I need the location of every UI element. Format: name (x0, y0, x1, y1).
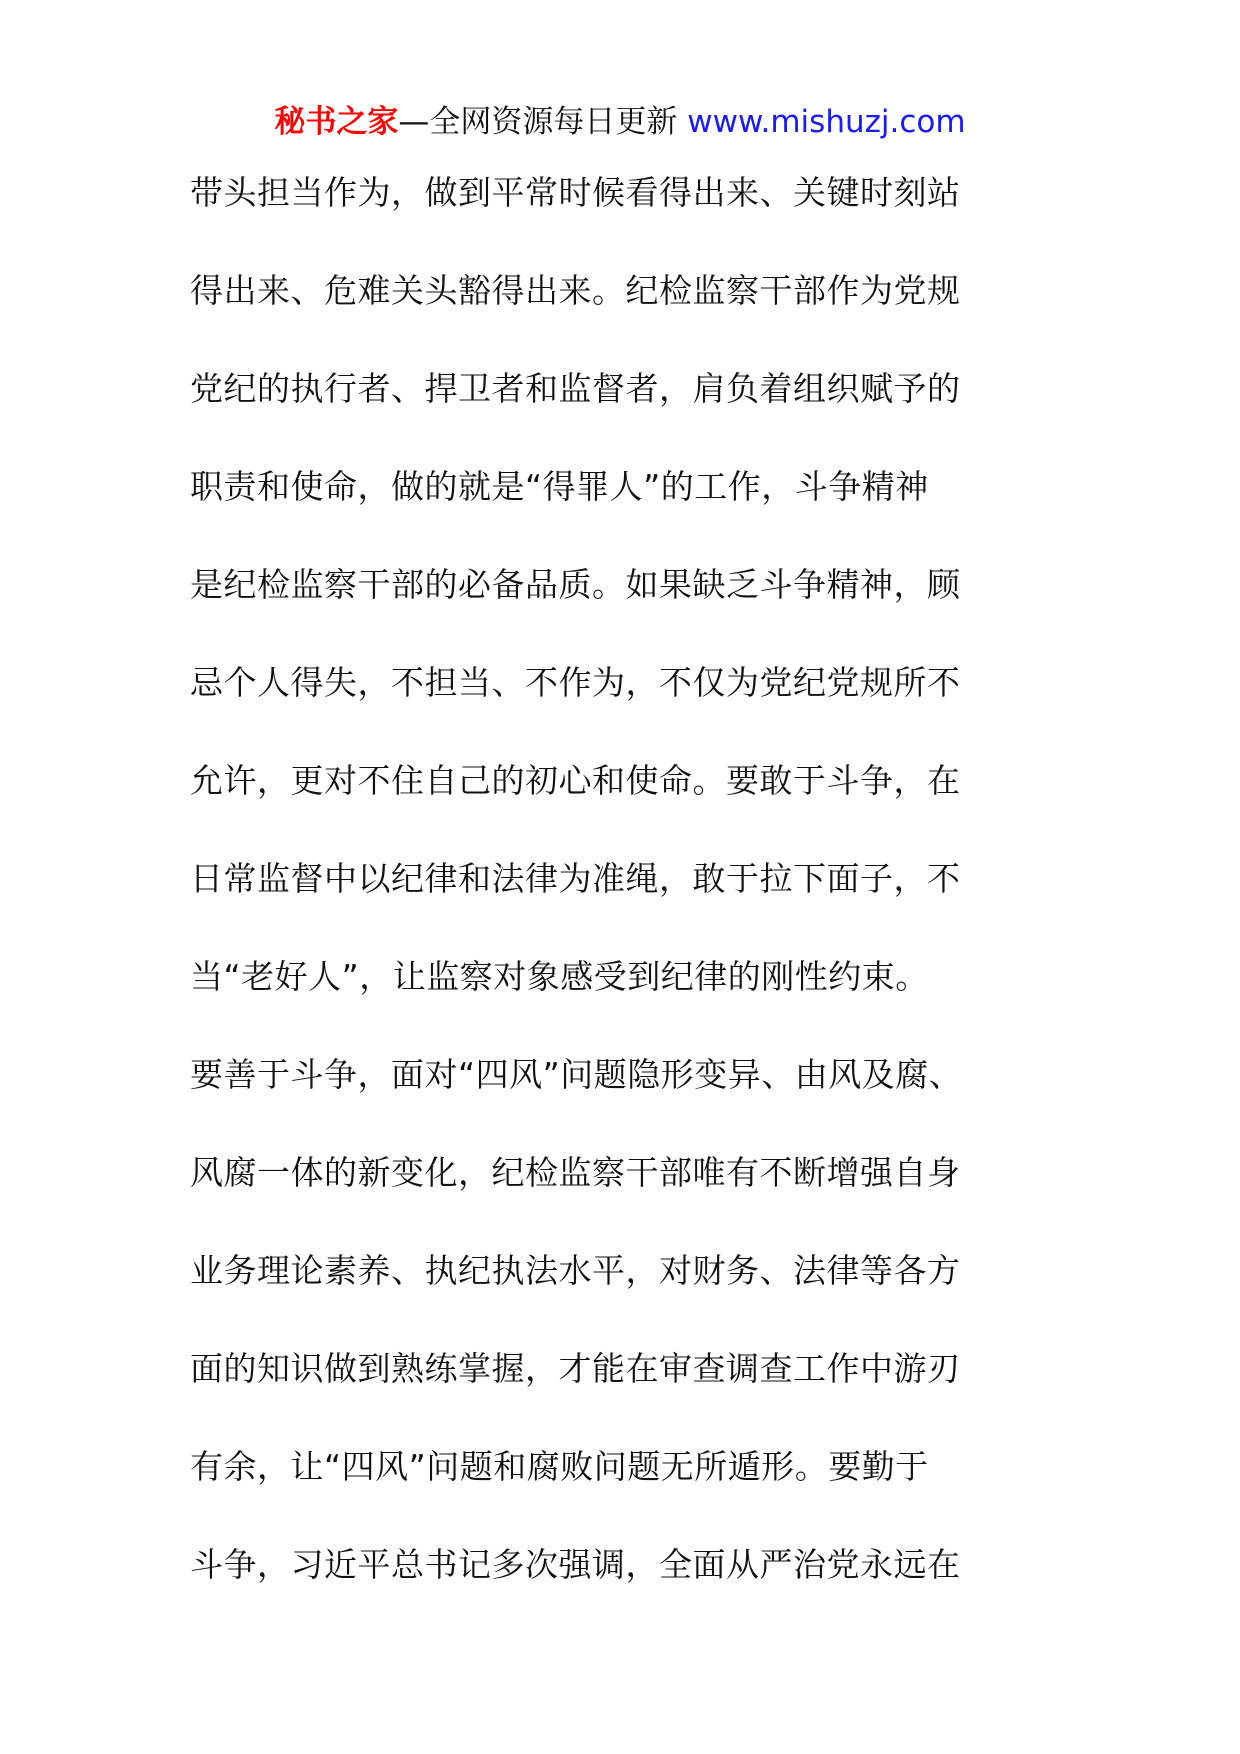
text-line: 风腐一体的新变化，纪检监察干部唯有不断增强自身 (190, 1153, 961, 1192)
text-line: 得出来、危难关头豁得出来。纪检监察干部作为党规 (190, 271, 961, 310)
text-line: 忌个人得失，不担当、不作为，不仅为党纪党规所不 (190, 663, 961, 702)
site-url-link[interactable]: www.mishuzj.com (687, 104, 966, 140)
text-line: 党纪的执行者、捍卫者和监督者，肩负着组织赋予的 (190, 369, 961, 408)
text-line: 有余，让“四风”问题和腐败问题无所遁形。要勤于 (190, 1447, 929, 1486)
text-line: 带头担当作为，做到平常时候看得出来、关键时刻站 (190, 173, 961, 212)
header-tagline: —全网资源每日更新 (398, 104, 688, 140)
document-body (190, 165, 1090, 1635)
text-line: 是纪检监察干部的必备品质。如果缺乏斗争精神，顾 (190, 565, 961, 604)
text-line: 业务理论素养、执纪执法水平，对财务、法律等各方 (190, 1251, 961, 1290)
text-line: 日常监督中以纪律和法律为准绳，敢于拉下面子，不 (190, 859, 961, 898)
text-line: 面的知识做到熟练掌握，才能在审查调查工作中游刃 (190, 1349, 961, 1388)
text-line: 允许，更对不住自己的初心和使命。要敢于斗争，在 (190, 761, 961, 800)
text-line: 要善于斗争，面对“四风”问题隐形变异、由风及腐、 (190, 1055, 963, 1094)
text-line: 职责和使命，做的就是“得罪人”的工作，斗争精神 (190, 467, 929, 506)
page-header (0, 100, 1240, 144)
brand-name: 秘书之家 (274, 104, 399, 140)
text-line: 斗争，习近平总书记多次强调，全面从严治党永远在 (190, 1545, 961, 1584)
text-line: 当“老好人”，让监察对象感受到纪律的刚性约束。 (190, 957, 929, 996)
